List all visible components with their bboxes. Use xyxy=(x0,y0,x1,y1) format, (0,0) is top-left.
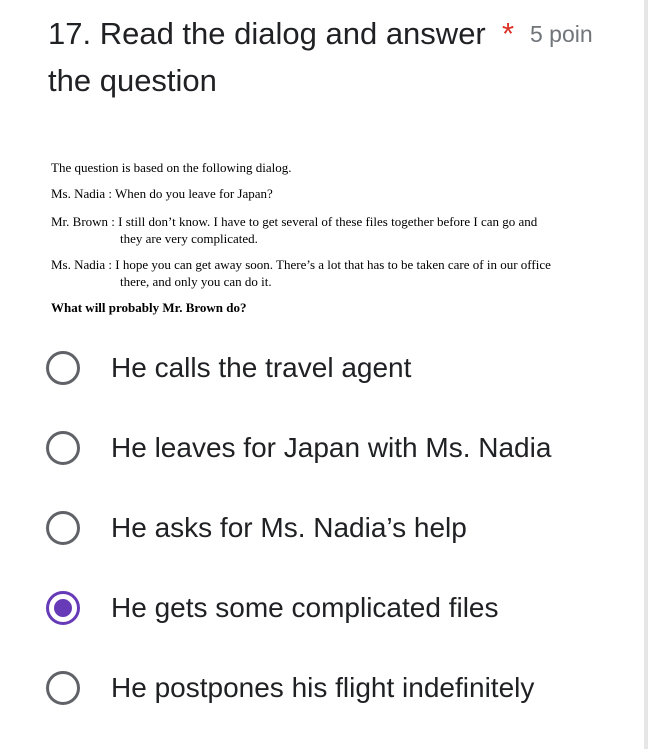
dialog-intro: The question is based on the following dialog. xyxy=(51,160,292,175)
dialog-line-continuation: there, and only you can do it. xyxy=(120,274,272,289)
radio-button[interactable] xyxy=(46,511,80,545)
dialog-line-text: Ms. Nadia : I hope you can get away soon. There’s a lot that has to be taken care of in our office xyxy=(51,257,551,272)
dialog-line-text: Mr. Brown : I still don’t know. I have to get several of these files together before I can go and xyxy=(51,214,538,229)
dialog-question: What will probably Mr. Brown do? xyxy=(51,300,247,315)
answer-option[interactable] xyxy=(46,426,626,470)
answer-option[interactable] xyxy=(46,346,626,390)
dialog-line-text: Ms. Nadia : When do you leave for Japan? xyxy=(51,186,273,201)
question-header xyxy=(48,10,618,110)
option-label: He leaves for Japan with Ms. Nadia xyxy=(111,432,552,463)
option-label: He calls the travel agent xyxy=(111,352,412,383)
dialog-line xyxy=(51,256,551,290)
required-asterisk: * xyxy=(502,16,515,51)
radio-button[interactable] xyxy=(46,431,80,465)
page-edge xyxy=(644,0,648,749)
option-label: He postpones his flight indefinitely xyxy=(111,672,535,703)
points-label: 5 poin xyxy=(530,21,593,47)
radio-button[interactable] xyxy=(46,351,80,385)
answer-option[interactable] xyxy=(46,506,626,550)
question-title: 17. Read the dialog and answer the question xyxy=(48,16,486,98)
dialog-line xyxy=(51,213,537,247)
radio-button[interactable] xyxy=(46,671,80,705)
dialog-line xyxy=(51,186,273,202)
option-label: He gets some complicated files xyxy=(111,592,499,623)
radio-button-checked[interactable] xyxy=(46,591,80,625)
answer-option[interactable] xyxy=(46,666,626,710)
answer-option-selected[interactable] xyxy=(46,586,626,630)
option-label: He asks for Ms. Nadia’s help xyxy=(111,512,467,543)
dialog-image xyxy=(48,152,596,322)
dialog-line-continuation: they are very complicated. xyxy=(120,231,258,246)
